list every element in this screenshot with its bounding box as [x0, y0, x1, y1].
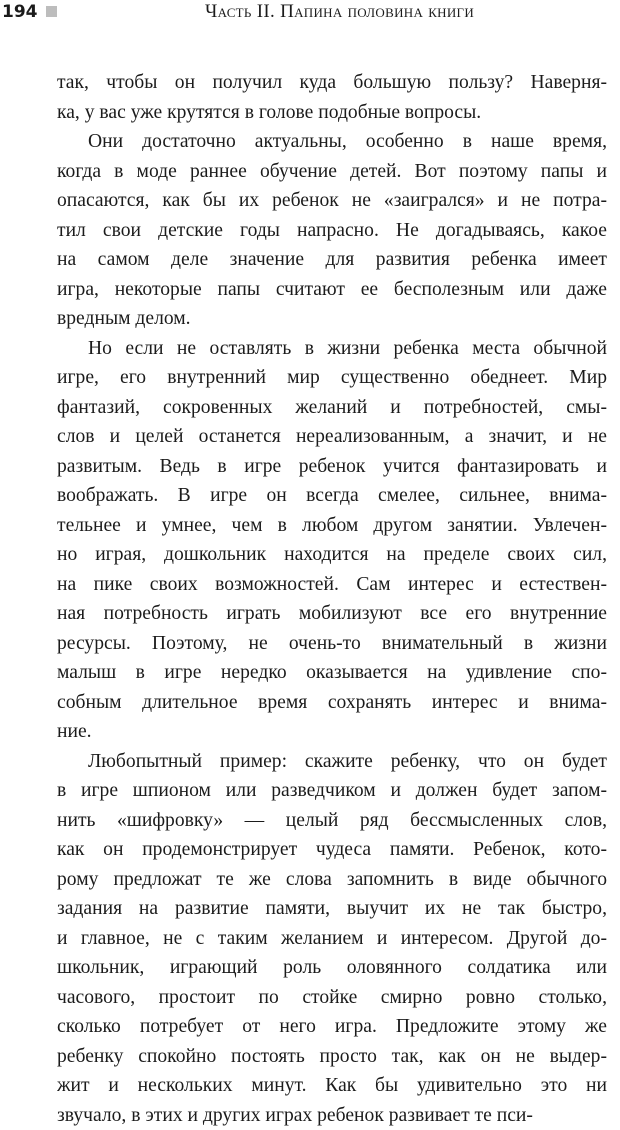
- text-line: но играя, дошкольник находится на пределе своих сил,: [57, 540, 607, 570]
- paragraph: [57, 334, 607, 747]
- text-line: как он продемонстрирует чудеса памяти. Ребенок, кото-: [57, 835, 607, 865]
- page-number: 194: [2, 1, 38, 23]
- text-line: задания на развитие памяти, выучит их не так быстро,: [57, 894, 607, 924]
- text-line: игра, некоторые папы считают ее бесполезным или даже: [57, 275, 607, 305]
- text-line: так, чтобы он получил куда большую пользу? Наверня-: [57, 68, 607, 98]
- text-line: на пике своих возможностей. Сам интерес и естествен-: [57, 570, 607, 600]
- header-square-marker: [46, 6, 57, 17]
- text-line: сколько потребует от него игра. Предложите этому же: [57, 1012, 607, 1042]
- text-line: школьник, играющий роль оловянного солдатика или: [57, 953, 607, 983]
- text-line: малыш в игре нередко оказывается на удивление спо-: [57, 658, 607, 688]
- page-header: [0, 0, 620, 30]
- text-line: развитым. Ведь в игре ребенок учится фантазировать и: [57, 452, 607, 482]
- text-line: вредным делом.: [57, 304, 607, 334]
- text-line: часового, простоит по стойке смирно ровно столько,: [57, 983, 607, 1013]
- text-line: тил свои детские годы напрасно. Не догадываясь, какое: [57, 216, 607, 246]
- text-line: ка, у вас уже крутятся в голове подобные вопросы.: [57, 98, 607, 128]
- text-line: ресурсы. Поэтому, не очень-то внимательный в жизни: [57, 629, 607, 659]
- text-line: слов и целей останется нереализованным, а значит, и не: [57, 422, 607, 452]
- text-line: нить «шифровку» — целый ряд бессмысленных слов,: [57, 806, 607, 836]
- text-line: ная потребность играть мобилизуют все его внутренние: [57, 599, 607, 629]
- text-line: рому предложат те же слова запомнить в виде обычного: [57, 865, 607, 895]
- paragraph: [57, 747, 607, 1130]
- text-line: когда в моде раннее обучение детей. Вот поэтому папы и: [57, 157, 607, 187]
- text-line: жит и нескольких минут. Как бы удивительно это ни: [57, 1071, 607, 1101]
- paragraph: [57, 127, 607, 334]
- text-line: Но если не оставлять в жизни ребенка места обычной: [57, 334, 607, 364]
- text-line: воображать. В игре он всегда смелее, сильнее, внима-: [57, 481, 607, 511]
- text-line: тельнее и умнее, чем в любом другом занятии. Увлечен-: [57, 511, 607, 541]
- text-line: звучало, в этих и других играх ребенок развивает те пси-: [57, 1101, 607, 1130]
- text-line: ребенку спокойно постоять просто так, как он не выдер-: [57, 1042, 607, 1072]
- text-line: на самом деле значение для развития ребенка имеет: [57, 245, 607, 275]
- text-line: опасаются, как бы их ребенок не «заигрался» и не потра-: [57, 186, 607, 216]
- text-line: Они достаточно актуальны, особенно в наше время,: [57, 127, 607, 157]
- running-title: Часть II. Папина половина книги: [205, 1, 474, 23]
- text-line: собным длительное время сохранять интерес и внима-: [57, 688, 607, 718]
- body-text: [57, 68, 607, 1130]
- paragraph: [57, 68, 607, 127]
- text-line: Любопытный пример: скажите ребенку, что он будет: [57, 747, 607, 777]
- text-line: и главное, не с таким желанием и интересом. Другой до-: [57, 924, 607, 954]
- text-line: ние.: [57, 717, 607, 747]
- text-line: в игре шпионом или разведчиком и должен будет запом-: [57, 776, 607, 806]
- text-line: фантазий, сокровенных желаний и потребностей, смы-: [57, 393, 607, 423]
- text-line: игре, его внутренний мир существенно обеднеет. Мир: [57, 363, 607, 393]
